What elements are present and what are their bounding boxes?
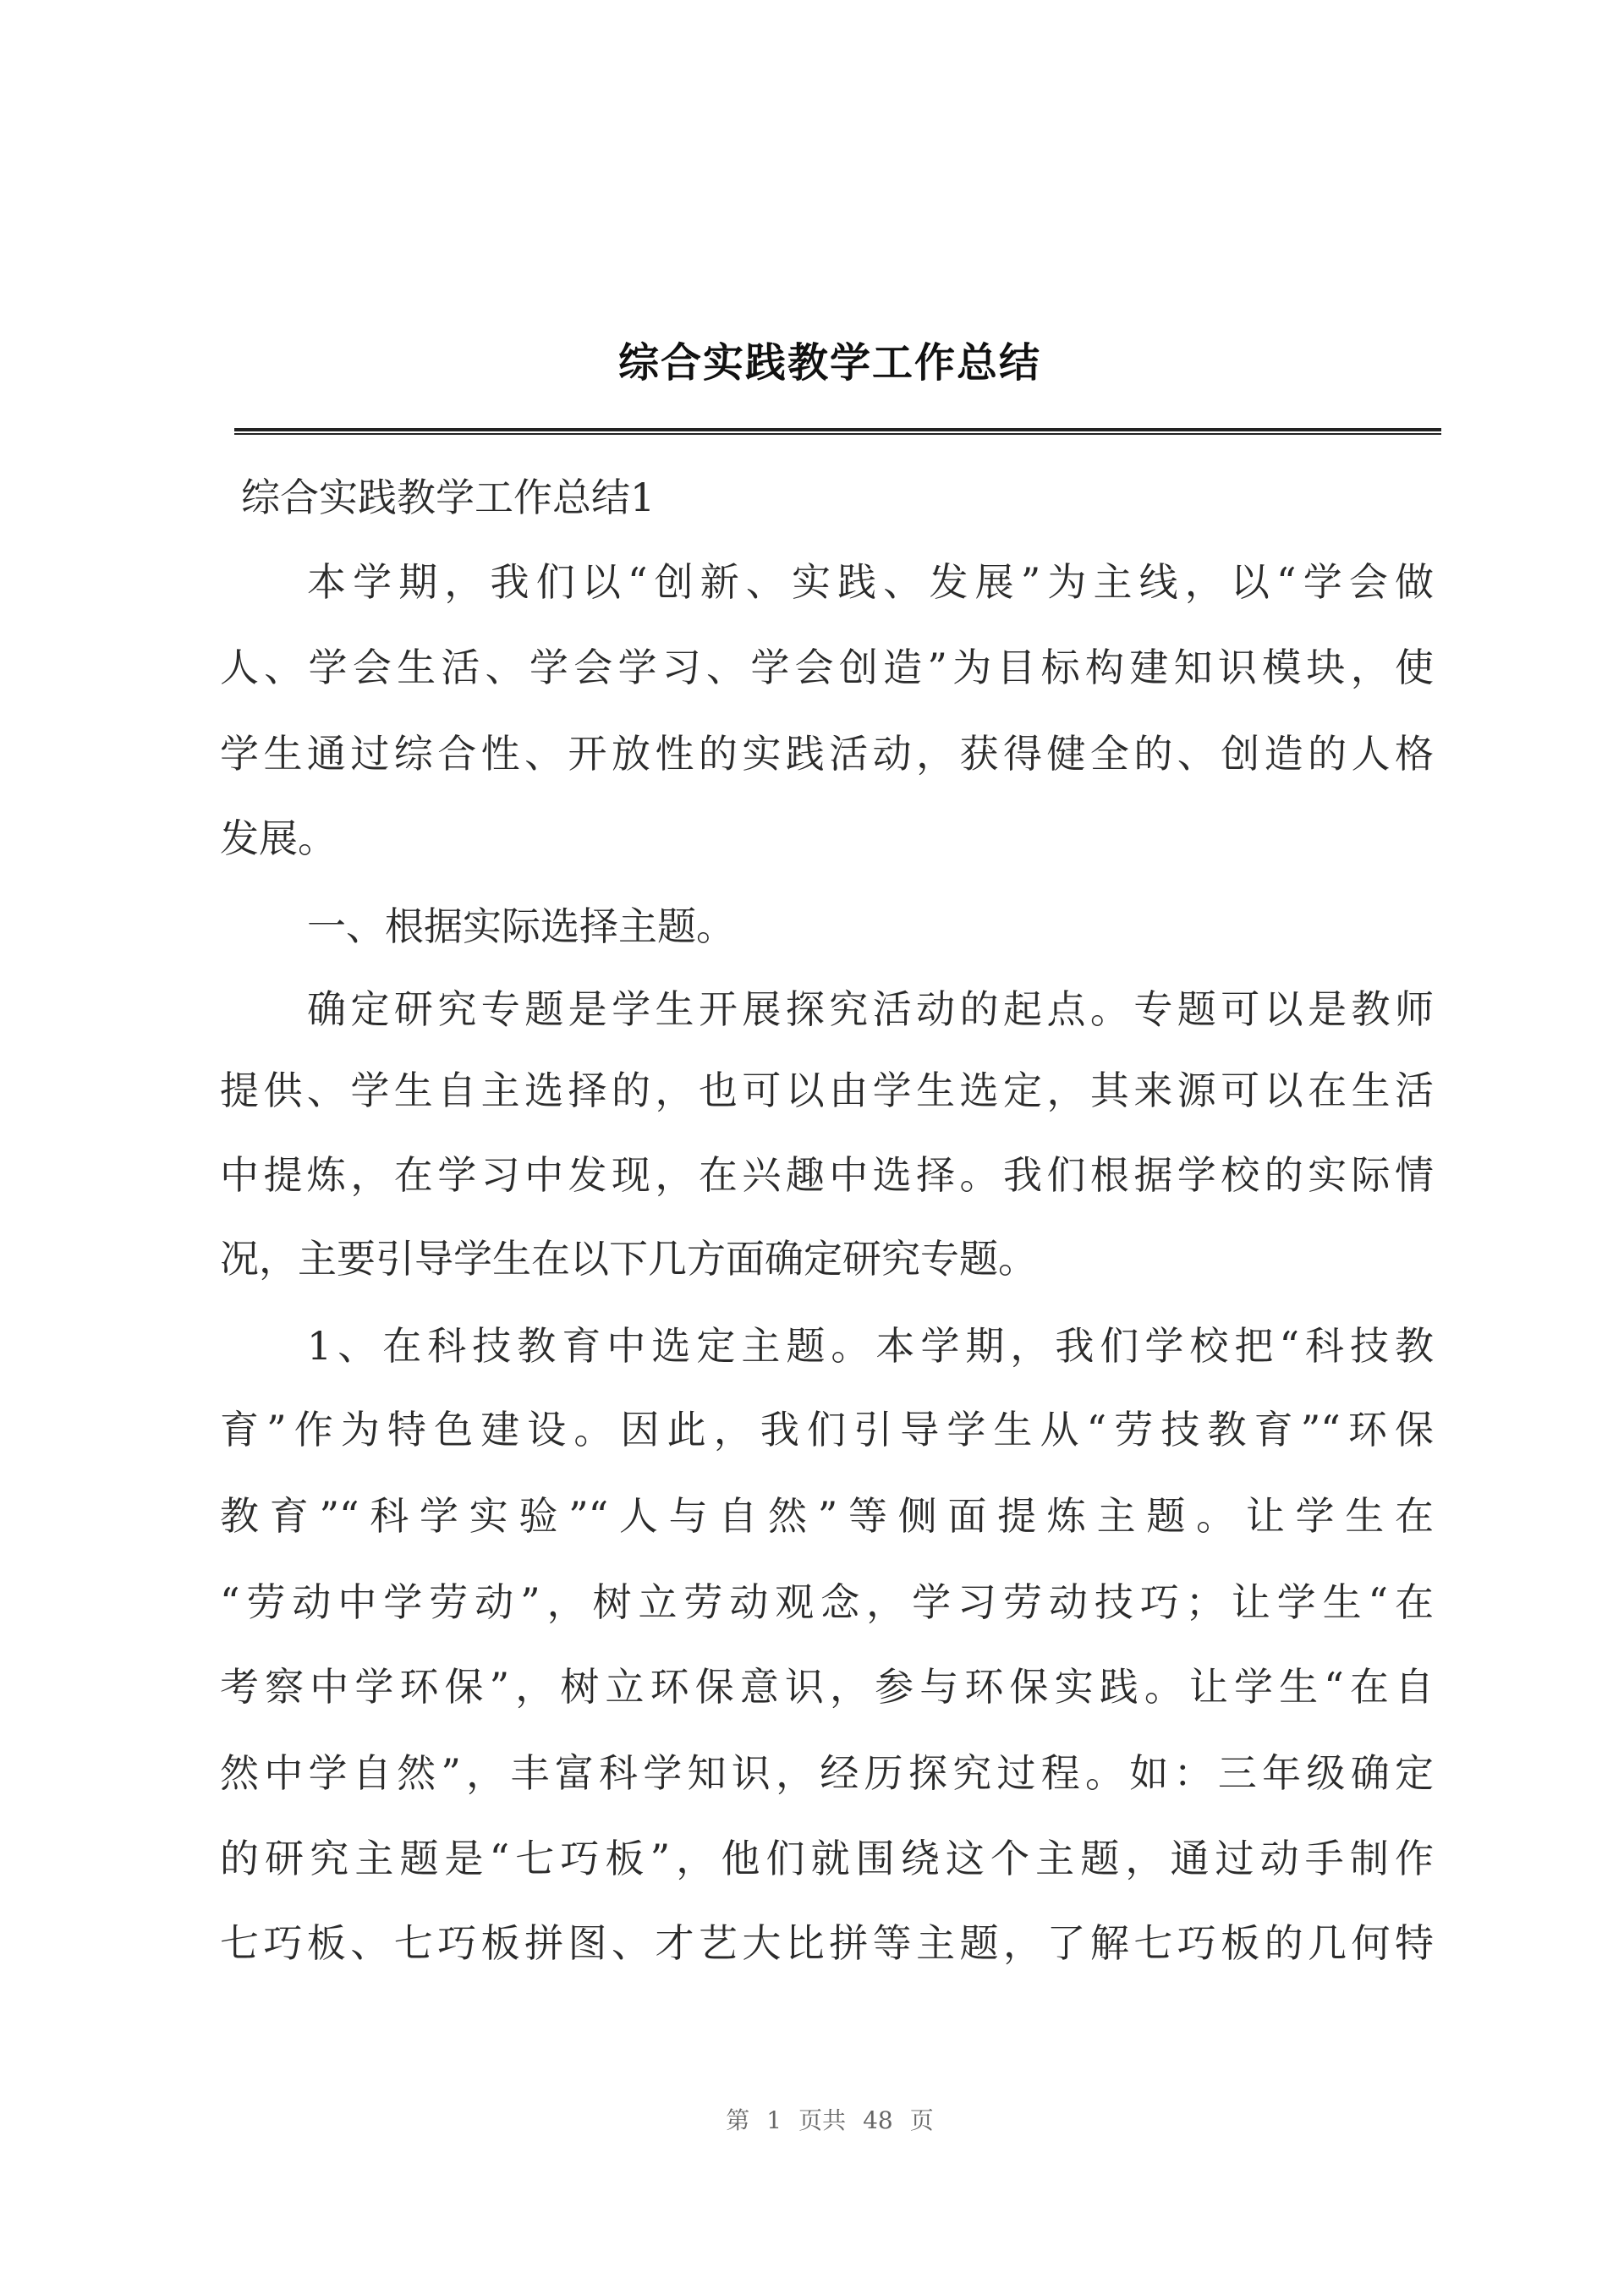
page-current: 1 <box>766 2106 782 2134</box>
paragraph-line: 教育”“科学实验”“人与自然”等侧面提炼主题。让学生在 <box>220 1493 1434 1539</box>
paragraph-line: 的研究主题是“七巧板”，他们就围绕这个主题，通过动手制作 <box>220 1836 1434 1881</box>
page-prefix: 第 <box>726 2106 750 2134</box>
page-middle: 页共 <box>798 2106 847 2134</box>
paragraph-line: 发展。 <box>220 815 337 861</box>
paragraph-line: 本学期，我们以“创新、实践、发展”为主线，以“学会做 <box>307 559 1434 605</box>
page-footer <box>0 2102 1624 2136</box>
page-total: 48 <box>863 2106 893 2134</box>
paragraph-line: 七巧板、七巧板拼图、才艺大比拼等主题，了解七巧板的几何特 <box>220 1920 1434 1966</box>
paragraph-line: 况，主要引导学生在以下几方面确定研究专题。 <box>220 1236 1037 1282</box>
section-heading: 一、根据实际选择主题。 <box>307 903 735 949</box>
paragraph-line: 学生通过综合性、开放性的实践活动，获得健全的、创造的人格 <box>220 731 1434 777</box>
paragraph-line: 中提炼，在学习中发现，在兴趣中选择。我们根据学校的实际情 <box>220 1152 1434 1198</box>
paragraph-line: 然中学自然”，丰富科学知识，经历探究过程。如：三年级确定 <box>220 1750 1434 1796</box>
section-subtitle: 综合实践教学工作总结1 <box>241 475 656 520</box>
paragraph-line: 考察中学环保”，树立环保意识，参与环保实践。让学生“在自 <box>220 1664 1434 1710</box>
page-suffix: 页 <box>909 2106 934 2134</box>
title-double-rule <box>234 428 1441 435</box>
paragraph-line: 育”作为特色建设。因此，我们引导学生从“劳技教育”“环保 <box>220 1407 1434 1452</box>
paragraph-line: 1、在科技教育中选定主题。本学期，我们学校把“科技教 <box>307 1323 1434 1369</box>
paragraph-line: 确定研究专题是学生开展探究活动的起点。专题可以是教师 <box>307 986 1434 1032</box>
paragraph-line: “劳动中学劳动”，树立劳动观念，学习劳动技巧；让学生“在 <box>220 1579 1434 1625</box>
paragraph-line: 提供、学生自主选择的，也可以由学生选定，其来源可以在生活 <box>220 1068 1434 1113</box>
document-title: 综合实践教学工作总结 <box>617 339 1041 387</box>
paragraph-line: 人、学会生活、学会学习、学会创造”为目标构建知识模块，使 <box>220 645 1434 690</box>
